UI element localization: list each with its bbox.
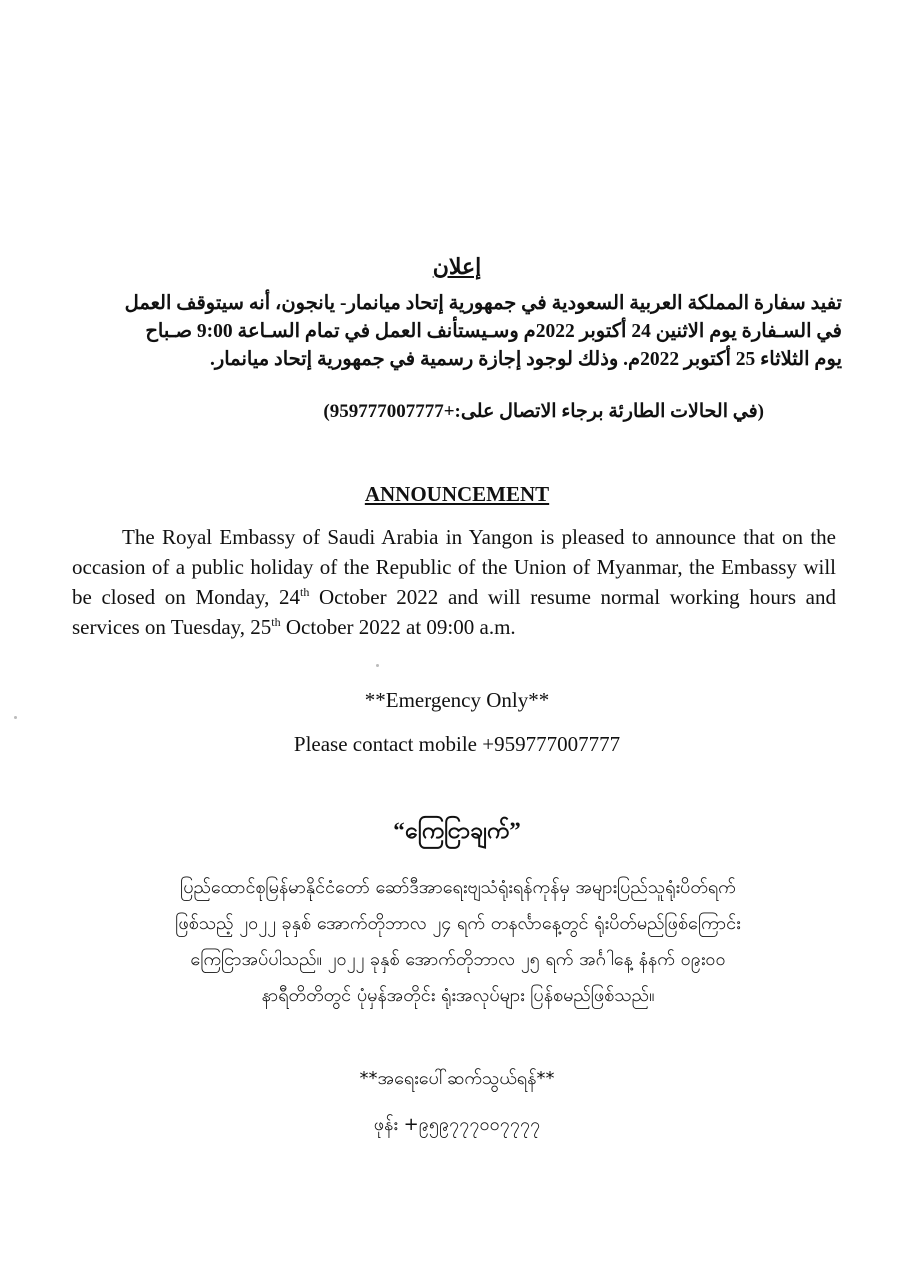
english-contact-line: Please contact mobile +959777007777 — [293, 732, 621, 756]
arabic-line: في السـفارة يوم الاثنين 24 أكتوبر 2022م وسـيستأنف العمل في تمام السـاعة 9:00 صـباح — [145, 321, 842, 342]
myanmar-line: ကြေငြာအပ်ပါသည်။ ၂၀၂၂ ခုနှစ် အောက်တိုဘာလ ၂၅ ရက် အင်္ဂါနေ့ နံနက် ၀၉း၀၀ — [190, 949, 726, 970]
arabic-emergency-note: (في الحالات الطارئة برجاء الاتصال على:+959777007777) — [323, 401, 764, 422]
myanmar-line: ပြည်ထောင်စုမြန်မာနိုင်ငံတော် ဆော်ဒီအာရေးဗျသံရုံးရန်ကုန်မှ အများပြည်သူရုံးပိတ်ရက် — [180, 877, 736, 898]
scan-speck — [376, 664, 379, 667]
english-title: ANNOUNCEMENT — [364, 482, 550, 506]
english-text-part: October 2022 and will resume normal working hours and services on Tuesday, 25 — [72, 585, 836, 639]
myanmar-line: နာရီတိတိတွင် ပုံမှန်အတိုင်း ရုံးအလုပ်များ ပြန်စမည်ဖြစ်သည်။ — [261, 985, 655, 1006]
myanmar-emergency-label: **အရေးပေါ်ဆက်သွယ်ရန်** — [359, 1068, 555, 1089]
myanmar-line: ဖြစ်သည့် ၂၀၂၂ ခုနှစ် အောက်တိုဘာလ ၂၄ ရက် တနင်္လာနေ့တွင် ရုံးပိတ်မည်ဖြစ်ကြောင်း — [175, 913, 741, 934]
english-paragraph — [72, 522, 836, 642]
arabic-title: إعلان — [432, 254, 482, 279]
myanmar-phone: ဖုန်း +၉၅၉၇၇၇၀၀၇၇၇၇ — [373, 1114, 541, 1135]
english-text-part: October 2022 at 09:00 a.m. — [280, 615, 516, 639]
myanmar-paragraph — [86, 870, 830, 1014]
arabic-line: يوم الثلاثاء 25 أكتوبر 2022م. وذلك لوجود إجازة رسمية في جمهورية إتحاد ميانمار. — [209, 349, 842, 370]
arabic-line: تفيد سفارة المملكة العربية السعودية في جمهورية إتحاد ميانمار- يانجون، أنه سيتوقف العمل — [124, 293, 842, 314]
english-text-part: The Royal Embassy of Saudi Arabia in Yangon is pleased to announce that on the occasion of a public holiday of the Republic of the Union of Myanmar, the Embassy will be closed on Monday, 24 — [72, 525, 836, 609]
ordinal-suffix: th — [271, 615, 281, 629]
english-emergency-label: **Emergency Only** — [364, 688, 550, 712]
arabic-paragraph — [70, 290, 842, 374]
myanmar-title: “ကြေငြာချက်” — [393, 818, 521, 843]
ordinal-suffix: th — [299, 585, 310, 599]
scan-speck — [14, 716, 17, 719]
